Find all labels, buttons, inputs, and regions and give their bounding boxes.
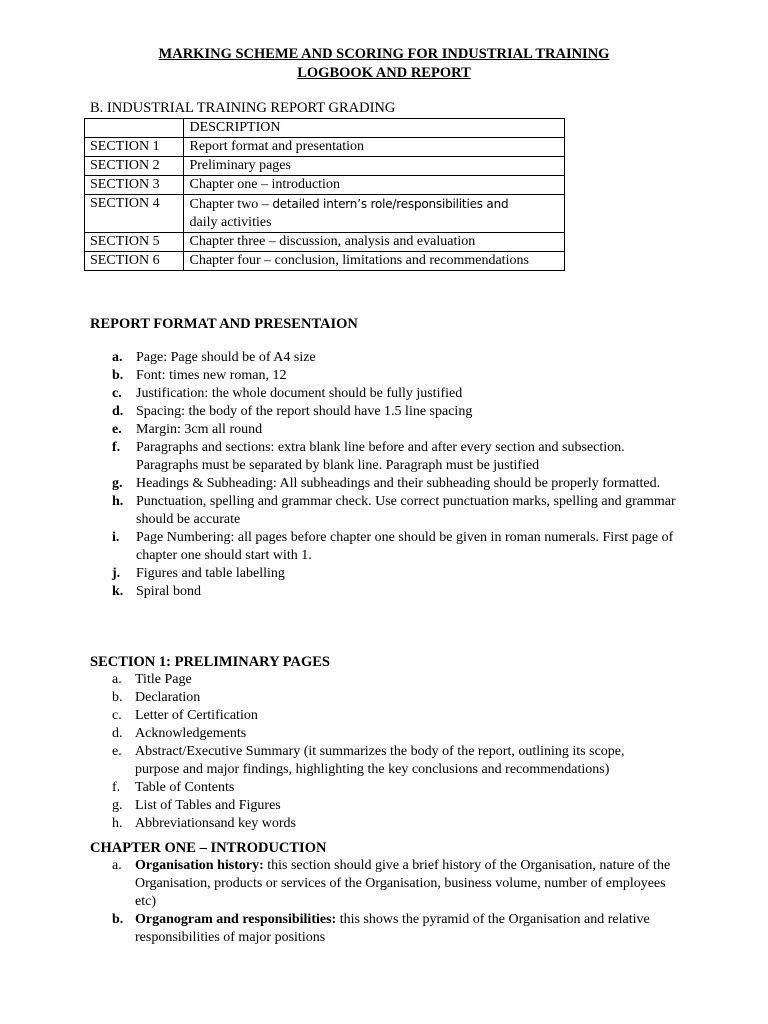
table-row xyxy=(85,138,565,157)
list-lead: Organisation history: xyxy=(135,858,264,873)
section-cell: SECTION 1 xyxy=(85,138,184,157)
section-cell: SECTION 3 xyxy=(85,176,184,195)
table-row xyxy=(85,252,565,271)
list-marker: d. xyxy=(112,726,123,741)
list-text: Abbreviationsand key words xyxy=(135,816,296,831)
list-text: Acknowledgements xyxy=(135,726,247,741)
list-item xyxy=(90,349,676,367)
list-text: this shows the pyramid of the Organisation and relative responsibilities of major positions xyxy=(135,912,650,945)
list-marker: c. xyxy=(112,708,122,723)
list-marker: k. xyxy=(112,584,124,599)
list-item xyxy=(90,689,655,707)
table-header-row xyxy=(85,119,565,138)
list-text: Letter of Certification xyxy=(135,708,258,723)
list-marker: f. xyxy=(112,780,121,795)
section-cell: SECTION 6 xyxy=(85,252,184,271)
list-item xyxy=(90,707,655,725)
table-row xyxy=(85,195,565,233)
list-marker: a. xyxy=(112,858,122,873)
list-item xyxy=(90,565,676,583)
section1-heading: SECTION 1: PRELIMINARY PAGES xyxy=(90,654,330,670)
title-line-2: LOGBOOK AND REPORT xyxy=(297,65,471,81)
description-cell: Chapter three – discussion, analysis and evaluation xyxy=(184,233,565,252)
list-text: Table of Contents xyxy=(135,780,235,795)
table-row xyxy=(85,157,565,176)
document-title xyxy=(0,45,768,83)
list-marker: e. xyxy=(112,744,122,759)
list-text: Margin: 3cm all round xyxy=(136,422,263,437)
list-marker: d. xyxy=(112,404,124,419)
list-text: Declaration xyxy=(135,690,201,705)
list-text: List of Tables and Figures xyxy=(135,798,281,813)
list-item xyxy=(90,385,676,403)
list-item xyxy=(90,493,676,529)
list-text: Spacing: the body of the report should have 1.5 line spacing xyxy=(136,404,473,419)
table-row xyxy=(85,233,565,252)
list-item xyxy=(90,815,655,833)
list-text: Justification: the whole document should be fully justified xyxy=(136,386,463,401)
grading-heading: B. INDUSTRIAL TRAINING REPORT GRADING xyxy=(90,100,396,116)
list-text: Paragraphs and sections: extra blank line before and after every section and subsection. Paragraphs must be separated by blank line. Paragraph must be justified xyxy=(136,440,625,473)
format-heading: REPORT FORMAT AND PRESENTAION xyxy=(90,316,358,332)
list-item xyxy=(90,671,655,689)
list-marker: h. xyxy=(112,816,123,831)
list-marker: e. xyxy=(112,422,122,437)
list-marker: j. xyxy=(112,566,121,581)
list-text: Font: times new roman, 12 xyxy=(136,368,287,383)
table-row xyxy=(85,176,565,195)
description-cell: Report format and presentation xyxy=(184,138,565,157)
section-cell: SECTION 4 xyxy=(85,195,184,233)
description-cell: Chapter one – introduction xyxy=(184,176,565,195)
description-cell xyxy=(184,195,565,233)
list-item xyxy=(90,367,676,385)
list-text: Spiral bond xyxy=(136,584,201,599)
list-text: this section should give a brief history of the Organisation, nature of the Organisation, products or services of the Organisation, business volume, number of employees etc) xyxy=(135,858,671,909)
list-text: Headings & Subheading: All subheadings and their subheading should be properly formatted. xyxy=(136,476,661,491)
title-line-1: MARKING SCHEME AND SCORING FOR INDUSTRIAL TRAINING xyxy=(158,46,610,62)
list-text: Abstract/Executive Summary (it summarizes the body of the report, outlining its scope, purpose and major findings, highlighting the key conclusions and recommendations) xyxy=(135,744,625,777)
list-text: Punctuation, spelling and grammar check. Use correct punctuation marks, spelling and grammar should be accurate xyxy=(136,494,676,527)
description-part: Chapter two – xyxy=(189,197,273,212)
list-marker: g. xyxy=(112,798,123,813)
list-text: Title Page xyxy=(135,672,192,687)
list-lead: Organogram and responsibilities: xyxy=(135,912,337,927)
list-marker: f. xyxy=(112,440,121,455)
list-marker: a. xyxy=(112,350,123,365)
list-text: Page Numbering: all pages before chapter one should be given in roman numerals. First page of chapter one should start with 1. xyxy=(136,530,674,563)
list-marker: b. xyxy=(112,912,124,927)
list-item xyxy=(90,475,676,493)
list-marker: b. xyxy=(112,690,123,705)
list-item xyxy=(90,403,676,421)
section-cell: SECTION 5 xyxy=(85,233,184,252)
chapter1-heading: CHAPTER ONE – INTRODUCTION xyxy=(90,840,327,856)
chapter1-list xyxy=(90,857,675,947)
list-marker: b. xyxy=(112,368,124,383)
list-marker: h. xyxy=(112,494,124,509)
list-text: Page: Page should be of A4 size xyxy=(136,350,316,365)
list-item xyxy=(90,439,676,475)
list-marker: a. xyxy=(112,672,122,687)
list-item xyxy=(90,421,676,439)
section-cell: SECTION 2 xyxy=(85,157,184,176)
list-item xyxy=(90,725,655,743)
table-header-cell: DESCRIPTION xyxy=(184,119,565,138)
list-item xyxy=(90,857,675,911)
description-cell: Preliminary pages xyxy=(184,157,565,176)
table-header-cell xyxy=(85,119,184,138)
list-item xyxy=(90,743,655,779)
description-part: daily activities xyxy=(189,215,272,230)
list-item xyxy=(90,797,655,815)
grading-table xyxy=(84,118,565,271)
list-marker: c. xyxy=(112,386,122,401)
list-item xyxy=(90,779,655,797)
section1-list xyxy=(90,671,655,833)
list-item xyxy=(90,583,676,601)
list-marker: g. xyxy=(112,476,123,491)
list-marker: i. xyxy=(112,530,120,545)
format-list xyxy=(90,349,676,601)
list-item xyxy=(90,529,676,565)
description-part: detailed intern’s role/responsibilities and xyxy=(272,197,509,211)
list-item xyxy=(90,911,675,947)
list-text: Figures and table labelling xyxy=(136,566,285,581)
description-cell: Chapter four – conclusion, limitations and recommendations xyxy=(184,252,565,271)
